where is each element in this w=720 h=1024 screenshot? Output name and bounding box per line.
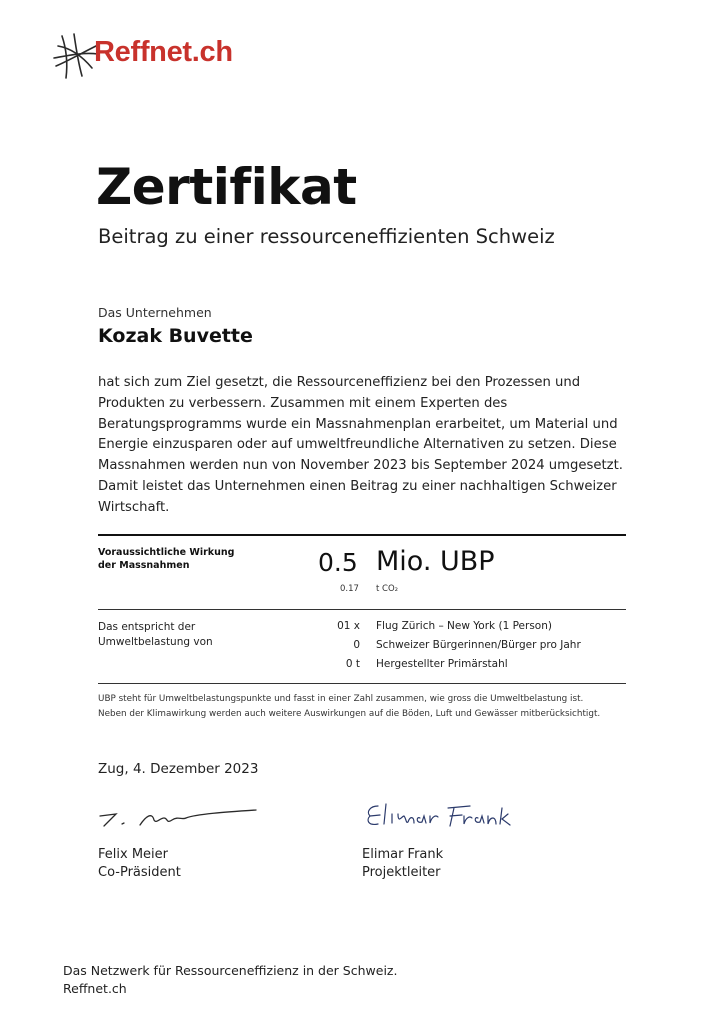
- signature-elimar-frank-icon: [364, 798, 514, 836]
- page-subtitle: Beitrag zu einer ressourceneffizienten Schweiz: [98, 225, 555, 248]
- reffnet-logo: [52, 32, 282, 82]
- effect-unit: Mio. UBP: [376, 546, 495, 577]
- co2-unit: t CO₂: [376, 584, 399, 594]
- signature-felix-meier-icon: [96, 794, 266, 834]
- footer-link[interactable]: Reffnet.ch: [63, 981, 127, 996]
- equivalent-amount: 0: [353, 639, 360, 651]
- logo-text: Reffnet.ch: [94, 36, 233, 68]
- signer-name: Elimar Frank: [362, 847, 444, 862]
- certificate-date: Zug, 4. Dezember 2023: [98, 761, 259, 777]
- effect-label-line2: der Massnahmen: [98, 560, 190, 571]
- network-logo-icon: [52, 32, 100, 80]
- effect-value: 0.5: [318, 548, 358, 577]
- page-title: Zertifikat: [96, 158, 357, 216]
- effect-label-line1: Voraussichtliche Wirkung: [98, 547, 235, 558]
- equivalents-label: [98, 620, 268, 650]
- footer: [63, 962, 397, 998]
- footnote-line1: UBP steht für Umweltbelastungspunkte und fasst in einer Zahl zusammen, wie gross die Umweltbelastung ist.: [98, 694, 584, 704]
- equivalents-label-line2: Umweltbelastung von: [98, 636, 213, 648]
- equivalent-row: [300, 620, 630, 636]
- divider-bottom: [98, 683, 626, 684]
- equivalent-amount: 0 t: [345, 658, 360, 670]
- equivalent-description: Hergestellter Primärstahl: [376, 658, 508, 670]
- signer-role: Projektleiter: [362, 865, 441, 880]
- equivalent-amount: 01 x: [337, 620, 360, 632]
- footer-tagline: Das Netzwerk für Ressourceneffizienz in der Schweiz.: [63, 963, 398, 978]
- signer-name: Felix Meier: [98, 847, 168, 862]
- effect-label: [98, 546, 268, 572]
- equivalent-description: Schweizer Bürgerinnen/Bürger pro Jahr: [376, 639, 581, 651]
- company-name: Kozak Buvette: [98, 325, 253, 347]
- divider-middle: [98, 609, 626, 610]
- equivalent-row: [300, 658, 630, 674]
- equivalents-label-line1: Das entspricht der: [98, 621, 196, 633]
- signer-role: Co-Präsident: [98, 865, 181, 880]
- signer-elimar-frank: [362, 846, 443, 882]
- signer-felix-meier: [98, 846, 181, 882]
- co2-value: 0.17: [340, 584, 359, 594]
- equivalent-row: [300, 639, 630, 655]
- company-label: Das Unternehmen: [98, 305, 212, 320]
- body-paragraph: hat sich zum Ziel gesetzt, die Ressourceneffizienz bei den Prozessen und Produkten zu verbessern. Zusammen mit einem Experten des Beratungsprogramms wurde ein Massnahmenplan erarbeitet, um Material und Energie einzusparen oder auf umweltfreundliche Alternativen zu setzen. Diese Massnahmen werden nun von November 2023 bis September 2024 umgesetzt. Damit leistet das Unternehmen einen Beitrag zu einer nachhaltigen Schweizer Wirtschaft.: [98, 375, 623, 515]
- footnote: [98, 692, 638, 722]
- footnote-line2: Neben der Klimawirkung werden auch weitere Auswirkungen auf die Böden, Luft und Gewässer mitberücksichtigt.: [98, 709, 601, 719]
- equivalent-description: Flug Zürich – New York (1 Person): [376, 620, 552, 632]
- divider-top: [98, 534, 626, 536]
